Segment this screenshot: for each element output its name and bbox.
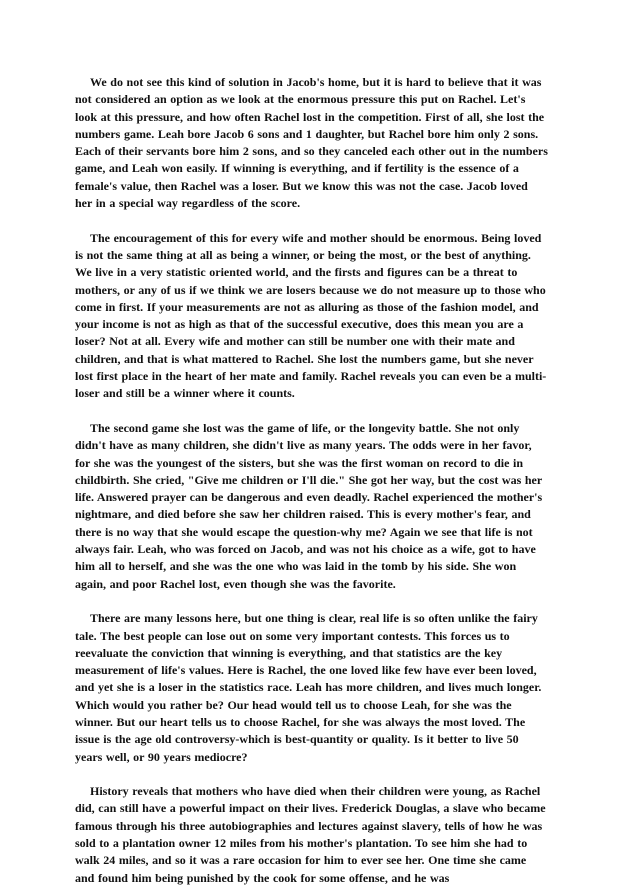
paragraph-5: History reveals that mothers who have died when their children were young, as Rachel did, can still have a powerful impact on their lives. Frederick Douglas, a slave who became famous through his three autobiographies and lectures against slavery, tells of how he was sold to a plantation owner 12 miles from his mother's plantation. To see him she had to walk 24 miles, and so it was a rare occasion for him to ever see her. One time she came and found him being punished by the cook for some offense, and he was	[75, 784, 546, 885]
paragraph-2: The encouragement of this for every wife and mother should be enormous. Being loved is not the same thing at all as being a winner, or being the most, or the best of anything. We live in a very statistic oriented world, and the firsts and figures can be a threat to mothers, or any of us if we think we are losers because we do not measure up to those who come in first. If your measurements are not as alluring as those of the fashion model, and your income is not as high as that of the successful executive, does this mean you are a loser? Not at all. Every wife and mother can still be number one with their mate and children, and that is what mattered to Rachel. She lost the numbers game, but she never lost first place in the heart of her mate and family. Rachel reveals you can even be a multi-loser and still be a winner where it counts.	[75, 230, 547, 401]
paragraph-1: We do not see this kind of solution in Jacob's home, but it is hard to believe that it was not considered an option as we look at the enormous pressure this put on Rachel. Let's look at this pressure, and how often Rachel lost in the competition. First of all, she lost the numbers game. Leah bore Jacob 6 sons and 1 daughter, but Rachel bore him only 2 sons. Each of their servants bore him 2 sons, and so they canceled each other out in the numbers game, and Leah won easily. If winning is everything, and if fertility is the essence of a female's value, then Rachel was a loser. But we know this was not the case. Jacob loved her in a special way regardless of the score.	[75, 75, 548, 211]
paragraph-3: The second game she lost was the game of life, or the longevity battle. She not only didn't have as many children, she didn't live as many years. The odds were in her favor, for she was the youngest of the sisters, but she was the first woman on record to die in childbirth. She cried, "Give me children or I'll die." She got her way, but the cost was her life. Answered prayer can be dangerous and even deadly. Rachel experienced the mother's nightmare, and died before she saw her children raised. This is every mother's fear, and there is no way that she would escape the question-why me? Again we see that life is not always fair. Leah, who was forced on Jacob, and was not his choice as a wife, got to have him all to herself, and she was the one who was laid in the tomb by his side. She won again, and poor Rachel lost, even though she was the favorite.	[75, 420, 543, 591]
paragraph-4: There are many lessons here, but one thing is clear, real life is so often unlike the fairy tale. The best people can lose out on some very important contests. This forces us to reevaluate the conviction that winning is everything, and that statistics are the key measurement of life's values. Here is Rachel, the one loved like few have ever been loved, and yet she is a loser in the statistics race. Leah has more children, and lives much longer. Which would you rather be? Our head would tell us to choose Leah, for she was the winner. But our heart tells us to choose Rachel, for she was always the most loved. The issue is the age old controversy-which is best-quantity or quality. Is it better to live 50 years well, or 90 years mediocre?	[75, 611, 542, 764]
